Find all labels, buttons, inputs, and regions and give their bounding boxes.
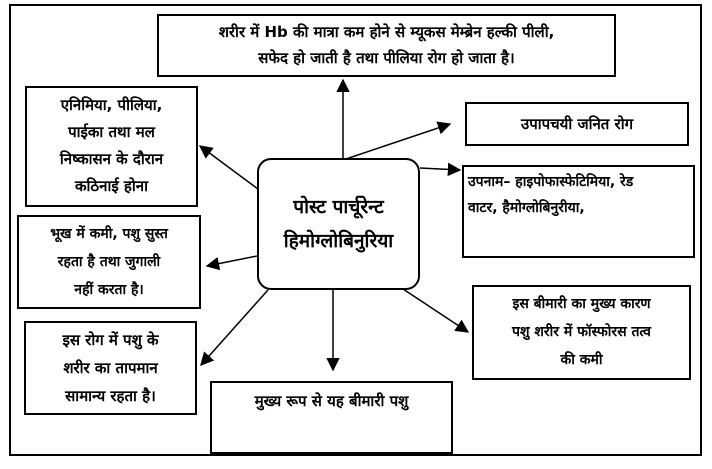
box-right-top: उपापचयी जनित रोग <box>465 102 689 146</box>
box-top-left: एनिमिया, पीलिया, पाईका तथा मल निष्कासन के दौरान कठिनाई होना <box>25 86 198 207</box>
arrow-to-right-top <box>343 124 450 160</box>
box-bottom: मुख्य रूप से यह बीमारी पशु <box>210 381 453 454</box>
box-right-middle: उपनाम– हाइपोफास्फेटिमिया, रेड वाटर, हैमोग्लोबिनुरीया, <box>462 165 695 258</box>
arrow-to-top-left <box>200 146 262 192</box>
arrow-to-left-middle <box>207 255 262 266</box>
box-left-middle: भूख में कमी, पशु सुस्त रहता है तथा जुगाली नहीं करता है। <box>17 215 201 309</box>
arrow-to-right-bottom <box>397 285 468 332</box>
box-top: शरीर में Hb की मात्रा कम होने से म्यूकस मेम्ब्रेन हल्की पीली, सफेद हो जाती है तथा पीलिया रोग हो जाता है। <box>157 14 616 77</box>
arrow-to-bottom-left <box>201 290 268 365</box>
center-node: पोस्ट पार्चूरेन्ट हिमोग्लोबिनुरिया <box>257 158 420 290</box>
box-bottom-left: इस रोग में पशु के शरीर का तापमान सामान्य रहता है। <box>24 321 197 415</box>
box-right-bottom: इस बीमारी का मुख्य कारण पशु शरीर में फॉस्फोरस तत्व की कमी <box>472 285 691 380</box>
arrow-to-right-middle <box>420 168 460 170</box>
